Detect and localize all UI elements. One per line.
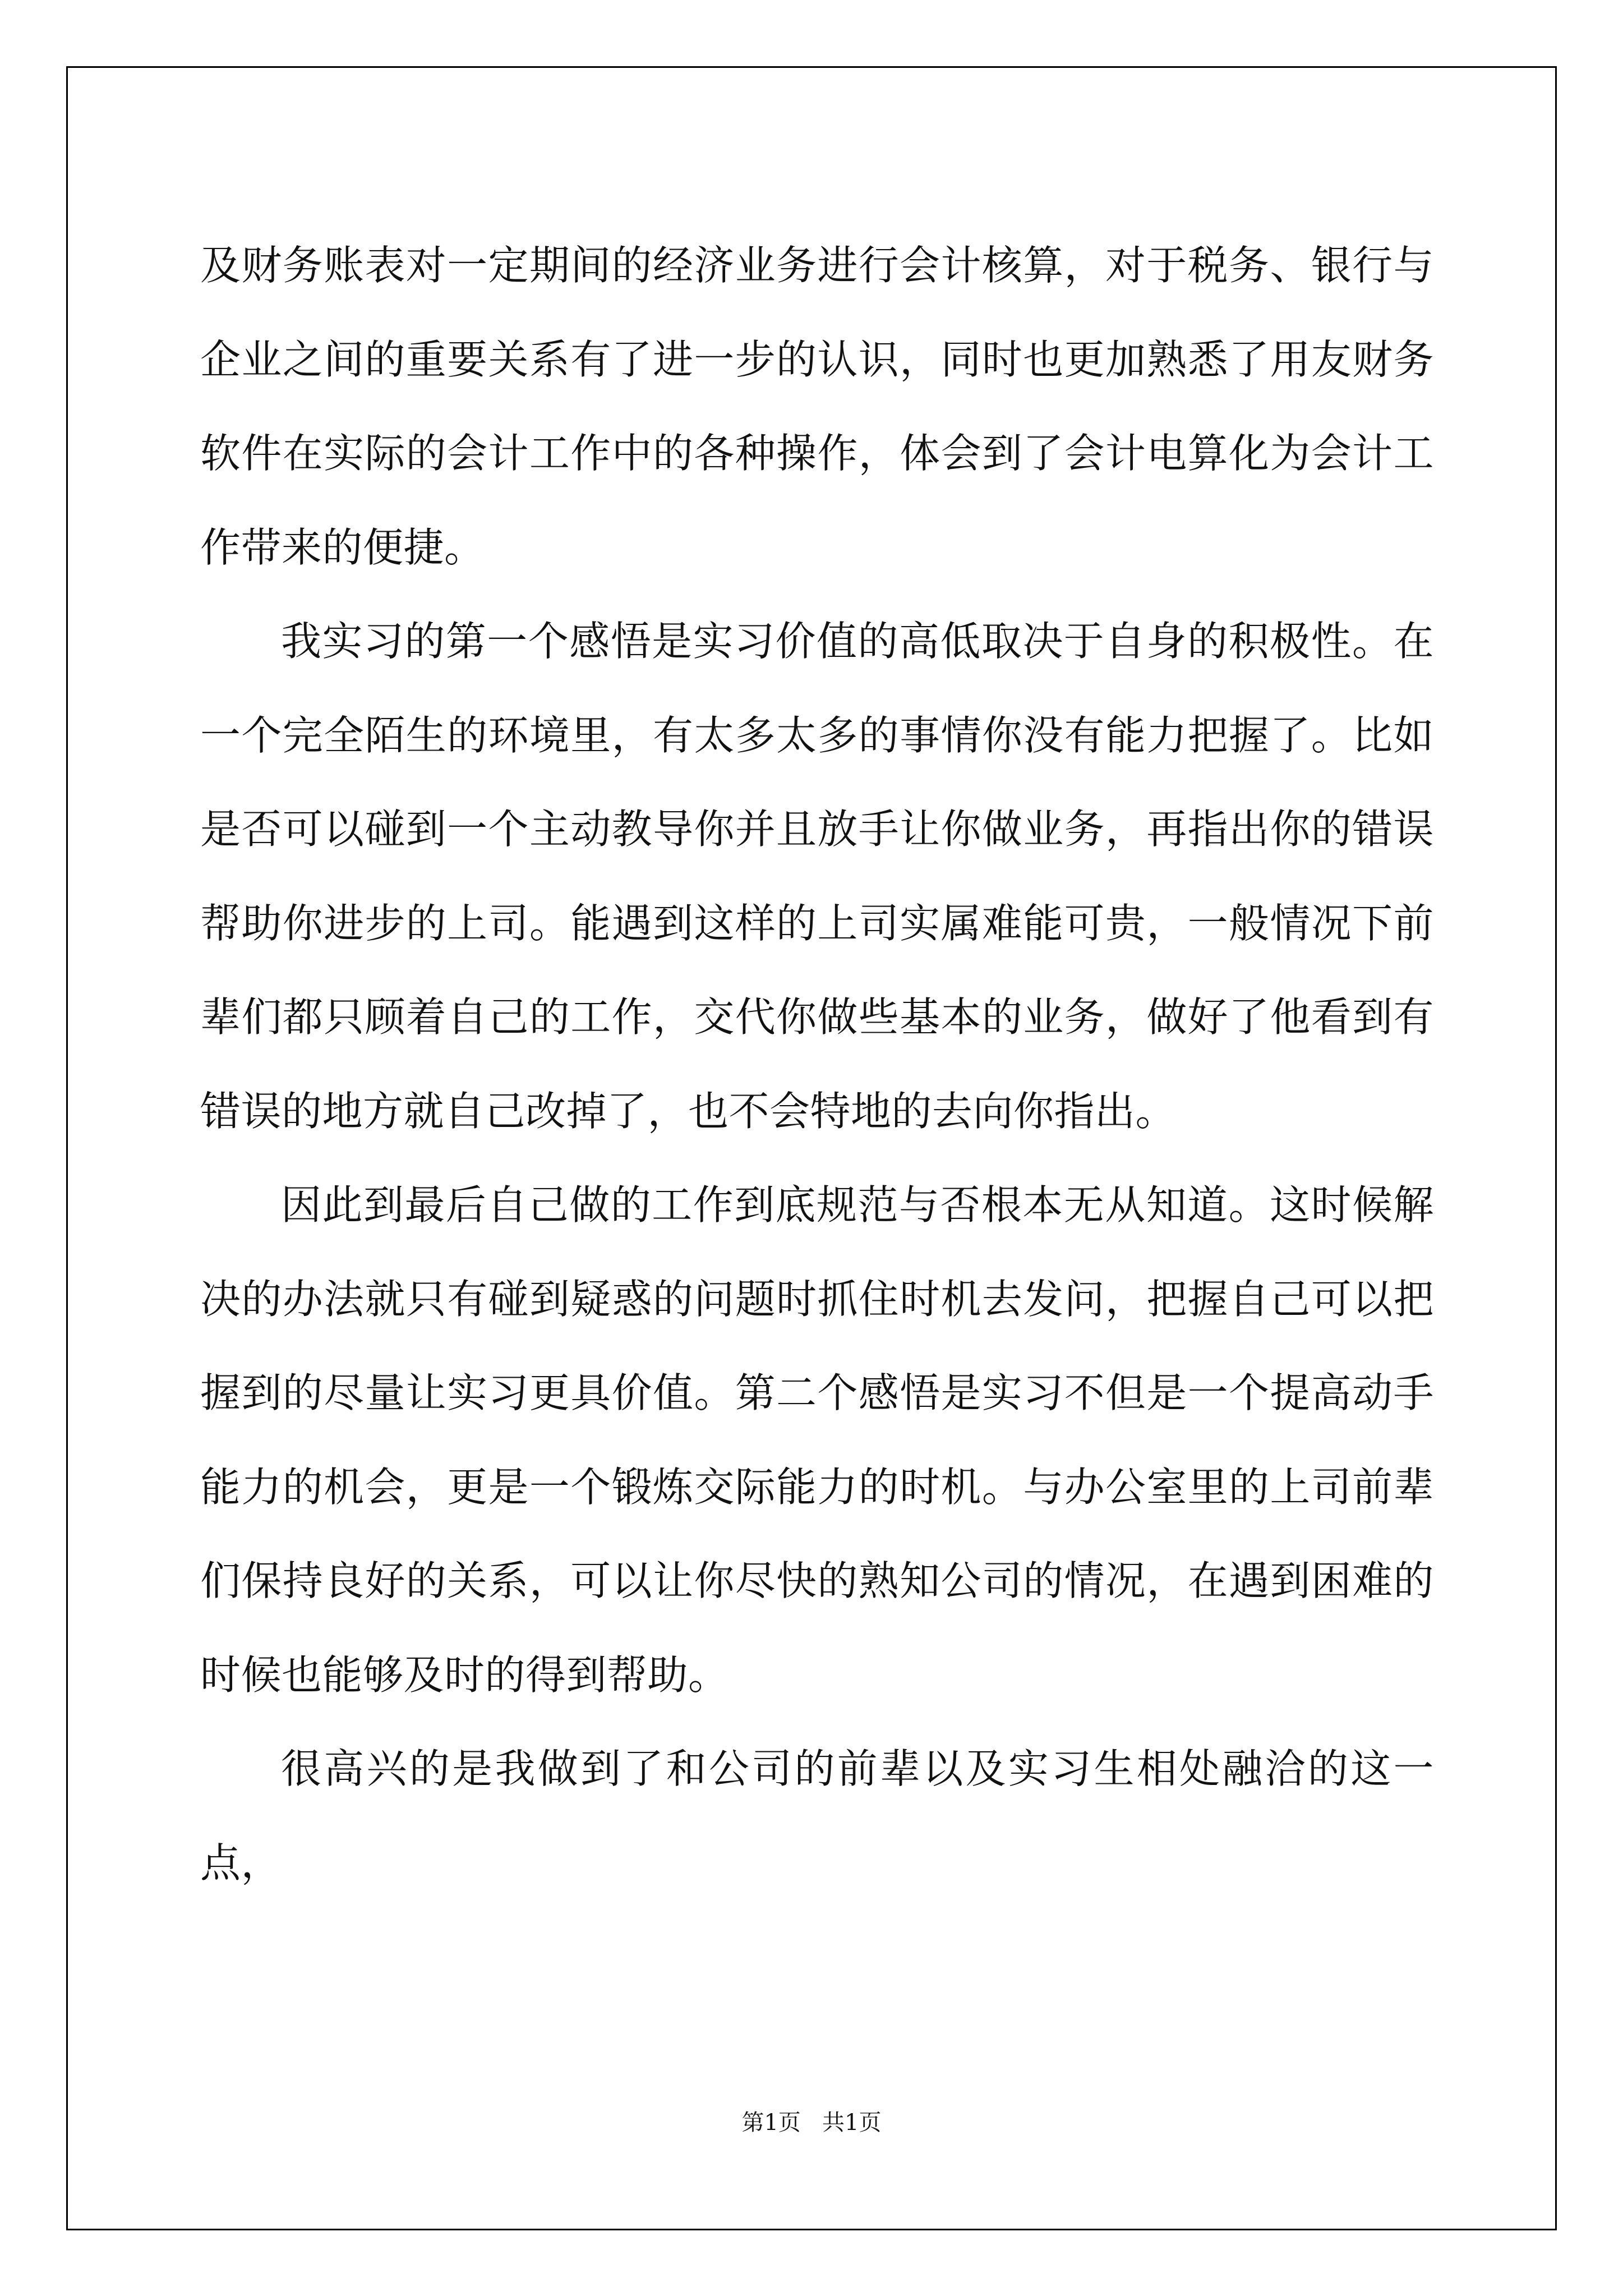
paragraph-1: 及财务账表对一定期间的经济业务进行会计核算，对于税务、银行与企业之间的重要关系有了进一步的认识，同时也更加熟悉了用友财务软件在实际的会计工作中的各种操作，体会到了会计电算化为会计工作带来的便捷。 bbox=[200, 242, 1434, 571]
paragraph-2: 我实习的第一个感悟是实习价值的高低取决于自身的积极性。在一个完全陌生的环境里，有太多太多的事情你没有能力把握了。比如是否可以碰到一个主动教导你并且放手让你做业务，再指出你的错误帮助你进步的上司。能遇到这样的上司实属难能可贵，一般情况下前辈们都只顾着自己的工作，交代你做些基本的业务，做好了他看到有错误的地方就自己改掉了，也不会特地的去向你指出。 bbox=[200, 618, 1434, 1135]
document-body bbox=[200, 219, 1434, 1910]
paragraph-3: 因此到最后自己做的工作到底规范与否根本无从知道。这时候解决的办法就只有碰到疑惑的问题时抓住时机去发问，把握自己可以把握到的尽量让实习更具价值。第二个感悟是实习不但是一个提高动手能力的机会，更是一个锻炼交际能力的时机。与办公室里的上司前辈们保持良好的关系，可以让你尽快的熟知公司的情况，在遇到困难的时候也能够及时的得到帮助。 bbox=[200, 1181, 1434, 1699]
paragraph-4: 很高兴的是我做到了和公司的前辈以及实习生相处融洽的这一点， bbox=[200, 1745, 1434, 1887]
page-footer: 第1页 共1页 bbox=[741, 2110, 882, 2136]
